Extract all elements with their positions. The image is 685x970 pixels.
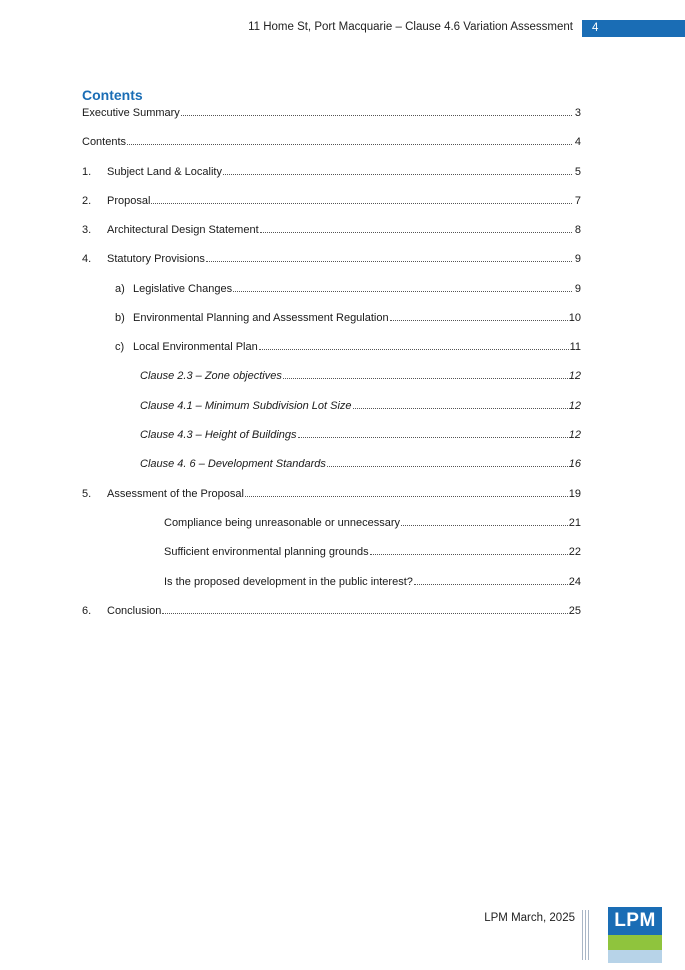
toc-dot-leader — [127, 135, 572, 145]
toc-dot-leader — [283, 369, 568, 379]
toc-entry-number: 4. — [82, 253, 92, 265]
logo-green-band — [608, 935, 662, 950]
toc-entry[interactable] — [140, 369, 581, 383]
toc-dot-leader — [370, 545, 568, 555]
toc-entry-number: a) — [115, 283, 125, 295]
toc-entry-label: Statutory Provisions — [107, 253, 205, 265]
toc-entry-number: 1. — [82, 166, 92, 178]
toc-dot-leader — [260, 223, 572, 233]
toc-entry-page: 3 — [574, 107, 581, 119]
toc-entry-label: Executive Summary — [82, 107, 180, 119]
toc-entry-label: Sufficient environmental planning grounds — [164, 546, 369, 558]
toc-entry[interactable] — [164, 516, 581, 530]
toc-entry-page: 8 — [574, 224, 581, 236]
toc-entry-label: Legislative Changes — [133, 283, 233, 295]
toc-entry[interactable] — [115, 282, 581, 296]
toc-entry-page: 12 — [568, 370, 581, 382]
toc-dot-leader — [390, 311, 568, 321]
toc-entry-page: 9 — [574, 283, 581, 295]
lpm-logo — [608, 907, 662, 963]
page-number-badge: 4 — [582, 20, 685, 37]
toc-entry[interactable] — [115, 340, 581, 354]
toc-entry-label: Compliance being unreasonable or unnecessary — [164, 517, 401, 529]
toc-entry-page: 10 — [568, 312, 581, 324]
toc-entry-label: Clause 4.3 – Height of Buildings — [140, 429, 297, 441]
logo-blue-band — [608, 950, 662, 963]
footer-date: LPM March, 2025 — [484, 912, 575, 924]
toc-entry-page: 9 — [574, 253, 581, 265]
toc-dot-leader — [233, 282, 572, 292]
toc-entry-label: Conclusion — [107, 605, 162, 617]
toc-entry[interactable] — [82, 106, 581, 120]
toc-dot-leader — [259, 340, 569, 350]
running-header-title: 11 Home St, Port Macquarie – Clause 4.6 Variation Assessment — [248, 21, 573, 33]
toc-dot-leader — [414, 575, 568, 585]
toc-entry-label: Contents — [82, 136, 127, 148]
toc-entry-label: Is the proposed development in the public interest? — [164, 576, 413, 588]
footer-divider-lines — [582, 910, 592, 960]
toc-entry-page: 7 — [574, 195, 581, 207]
toc-entry[interactable] — [164, 545, 581, 559]
toc-dot-leader — [162, 604, 567, 614]
toc-entry-label: Architectural Design Statement — [107, 224, 259, 236]
toc-entry-label: Environmental Planning and Assessment Regulation — [133, 312, 389, 324]
toc-dot-leader — [151, 194, 572, 204]
toc-dot-leader — [353, 399, 568, 409]
toc-entry-number: 2. — [82, 195, 92, 207]
toc-entry-number: b) — [115, 312, 125, 324]
toc-entry[interactable] — [82, 223, 581, 237]
toc-entry[interactable] — [140, 399, 581, 413]
toc-entry-label: Subject Land & Locality — [107, 166, 222, 178]
toc-entry[interactable] — [115, 311, 581, 325]
toc-entry[interactable] — [82, 604, 581, 618]
toc-entry[interactable] — [82, 194, 581, 208]
toc-entry[interactable] — [82, 165, 581, 179]
toc-entry-page: 12 — [568, 429, 581, 441]
toc-dot-leader — [327, 457, 568, 467]
toc-entry-label: Clause 4. 6 – Development Standards — [140, 458, 326, 470]
toc-entry-number: c) — [115, 341, 125, 353]
toc-entry-page: 4 — [574, 136, 581, 148]
toc-dot-leader — [298, 428, 568, 438]
toc-entry[interactable] — [140, 428, 581, 442]
toc-entry-page: 21 — [568, 517, 581, 529]
toc-entry-label: Assessment of the Proposal — [107, 488, 244, 500]
toc-entry-label: Proposal — [107, 195, 151, 207]
toc-entry[interactable] — [82, 252, 581, 266]
toc-entry-page: 12 — [568, 400, 581, 412]
toc-entry-page: 25 — [568, 605, 581, 617]
toc-entry-label: Clause 4.1 – Minimum Subdivision Lot Size — [140, 400, 352, 412]
toc-entry-page: 22 — [568, 546, 581, 558]
toc-entry-label: Local Environmental Plan — [133, 341, 258, 353]
toc-entry-page: 19 — [568, 488, 581, 500]
toc-entry-number: 3. — [82, 224, 92, 236]
toc-dot-leader — [245, 487, 568, 497]
toc-heading: Contents — [82, 87, 143, 103]
toc-entry-number: 5. — [82, 488, 92, 500]
toc-entry[interactable] — [140, 457, 581, 471]
toc-entry-label: Clause 2.3 – Zone objectives — [140, 370, 282, 382]
toc-entry-page: 11 — [569, 341, 581, 353]
toc-entry-page: 16 — [568, 458, 581, 470]
toc-dot-leader — [223, 165, 572, 175]
toc-entry[interactable] — [164, 575, 581, 589]
toc-entry[interactable] — [82, 135, 581, 149]
toc-entry-number: 6. — [82, 605, 92, 617]
logo-wordmark: LPM — [608, 907, 662, 935]
toc-entry-page: 5 — [574, 166, 581, 178]
toc-dot-leader — [206, 252, 572, 262]
toc-entry[interactable] — [82, 487, 581, 501]
toc-dot-leader — [181, 106, 572, 116]
toc-dot-leader — [401, 516, 568, 526]
toc-entry-page: 24 — [568, 576, 581, 588]
